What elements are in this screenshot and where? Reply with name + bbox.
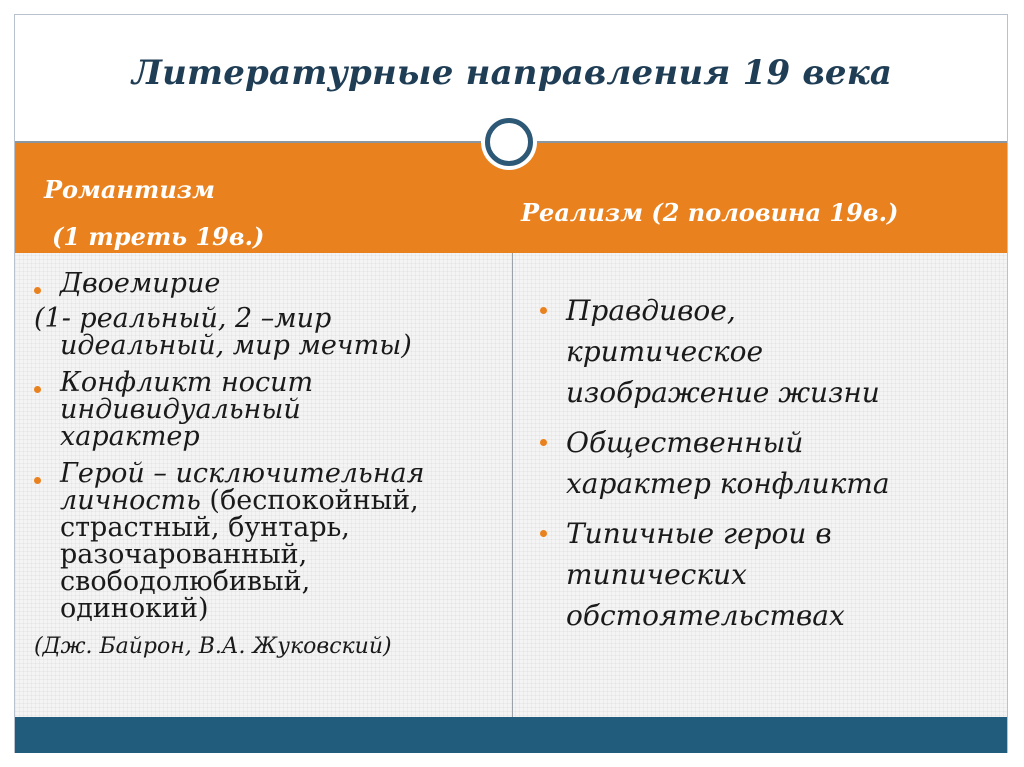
item-text: Правдивое, xyxy=(566,294,736,327)
item-text: (беспокойный, xyxy=(200,485,419,516)
item-text: Общественный xyxy=(566,426,804,459)
item-text: страстный, бунтарь, xyxy=(60,512,350,543)
bullet-icon xyxy=(540,307,547,314)
header-realism: Реализм (2 половина 19в.) xyxy=(521,198,899,227)
bullet-icon xyxy=(34,287,41,294)
left-column xyxy=(34,270,504,659)
item-text: обстоятельствах xyxy=(566,599,845,632)
item-text: свободолюбивый, xyxy=(60,566,311,597)
list-item xyxy=(34,270,504,297)
item-text: индивидуальный xyxy=(60,394,301,425)
bullet-icon xyxy=(34,477,41,484)
item-text-mixed xyxy=(60,487,504,514)
item-text: Герой – исключительная xyxy=(60,458,425,489)
item-text: Конфликт носит xyxy=(60,367,314,398)
item-text: одинокий) xyxy=(60,593,209,624)
item-text: критическое xyxy=(566,335,764,368)
item-detail-line: (1- реальный, 2 –мир xyxy=(34,303,332,334)
item-text: Двоемирие xyxy=(60,268,221,299)
bullet-icon xyxy=(540,530,547,537)
list-item xyxy=(34,369,504,450)
item-text: разочарованный, xyxy=(60,539,308,570)
bullet-icon xyxy=(34,386,41,393)
circle-ring-icon xyxy=(485,118,533,166)
item-text: Типичные герои в xyxy=(566,517,832,550)
slide-title: Литературные направления 19 века xyxy=(131,53,893,93)
list-item xyxy=(34,460,504,622)
list-item xyxy=(540,290,990,413)
column-divider xyxy=(512,253,513,717)
authors-note: (Дж. Байрон, В.А. Жуковский) xyxy=(34,634,392,659)
list-item xyxy=(540,513,990,636)
bullet-icon xyxy=(540,439,547,446)
item-text: типических xyxy=(566,558,747,591)
right-column xyxy=(540,290,990,645)
item-text: личность xyxy=(60,485,201,516)
header-romanticism: Романтизм xyxy=(44,175,215,204)
item-text: характер конфликта xyxy=(566,467,890,500)
item-text: изображение жизни xyxy=(566,376,880,409)
item-detail-line: идеальный, мир мечты) xyxy=(60,330,412,361)
list-item xyxy=(540,422,990,504)
header-romanticism-period: (1 треть 19в.) xyxy=(52,222,265,251)
footer-band xyxy=(15,717,1007,753)
item-text: характер xyxy=(60,421,200,452)
